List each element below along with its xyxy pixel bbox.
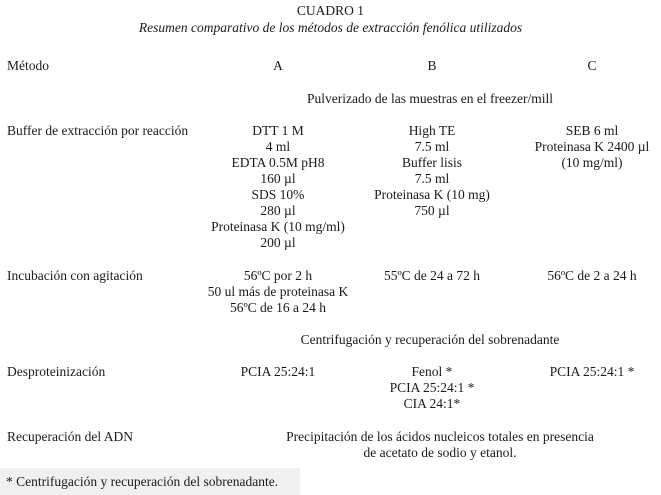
- deproteinization-method-c: PCIA 25:24:1 *: [549, 364, 635, 379]
- column-c-header: C: [587, 58, 597, 73]
- cell-line: de acetato de sodio y etanol.: [363, 445, 517, 460]
- cell-line: Proteinasa K 2400 µl: [534, 139, 650, 154]
- buffer-method-c: [512, 123, 661, 171]
- cell-line: 56ºC por 2 h: [243, 268, 313, 283]
- column-a-header: A: [273, 58, 283, 73]
- deproteinization-method-b: [352, 364, 512, 412]
- table-title: CUADRO 1: [296, 3, 365, 18]
- cell-line: Proteinasa K (10 mg/ml): [211, 219, 345, 234]
- table-subtitle: Resumen comparativo de los métodos de extracción fenólica utilizados: [138, 20, 523, 35]
- cell-line: 7.5 ml: [414, 139, 450, 154]
- cell-line: 200 µl: [260, 235, 296, 250]
- cell-line: 160 µl: [260, 171, 296, 186]
- cell-line: 50 ul más de proteinasa K: [207, 284, 349, 299]
- column-b-header: B: [427, 58, 437, 73]
- cell-line: 56ºC de 16 a 24 h: [229, 300, 327, 315]
- cell-line: PCIA 25:24:1 *: [389, 380, 475, 395]
- cell-line: 280 µl: [260, 203, 296, 218]
- cell-line: EDTA 0.5M pH8: [231, 155, 325, 170]
- method-header-label: Método: [7, 58, 49, 73]
- footnote: * Centrifugación y recuperación del sobrenadante.: [0, 468, 300, 495]
- cell-line: (10 mg/ml): [561, 155, 623, 170]
- deproteinization-method-a: PCIA 25:24:1: [240, 364, 316, 379]
- cell-line: SEB 6 ml: [565, 123, 619, 138]
- cell-line: Buffer lisis: [401, 155, 463, 170]
- cell-line: 750 µl: [414, 203, 450, 218]
- incubation-method-c: 56ºC de 2 a 24 h: [547, 268, 637, 283]
- buffer-method-a: [198, 123, 358, 251]
- incubation-method-b: 55ºC de 24 a 72 h: [383, 268, 481, 283]
- centrifuge-step: Centrifugación y recuperación del sobrenadante: [300, 332, 560, 347]
- dna-recovery-row-label: Recuperación del ADN: [7, 429, 133, 444]
- deproteinization-row-label: Desproteinización: [7, 364, 106, 379]
- pulverize-step: Pulverizado de las muestras en el freezer/mill: [307, 91, 553, 106]
- cell-line: Fenol *: [411, 364, 453, 379]
- buffer-method-b: [352, 123, 512, 219]
- cell-line: 7.5 ml: [414, 171, 450, 186]
- cell-line: Precipitación de los ácidos nucleicos totales en presencia: [286, 429, 594, 444]
- incubation-method-a: [188, 268, 368, 316]
- buffer-row-label: Buffer de extracción por reacción: [7, 123, 189, 138]
- cell-line: CIA 24:1*: [403, 396, 461, 411]
- cell-line: DTT 1 M: [252, 123, 304, 138]
- incubation-row-label: Incubación con agitación: [7, 268, 143, 283]
- cell-line: 4 ml: [265, 139, 291, 154]
- cell-line: Proteinasa K (10 mg): [374, 187, 490, 202]
- cell-line: High TE: [408, 123, 456, 138]
- dna-recovery-step: [250, 429, 630, 461]
- cell-line: SDS 10%: [251, 187, 305, 202]
